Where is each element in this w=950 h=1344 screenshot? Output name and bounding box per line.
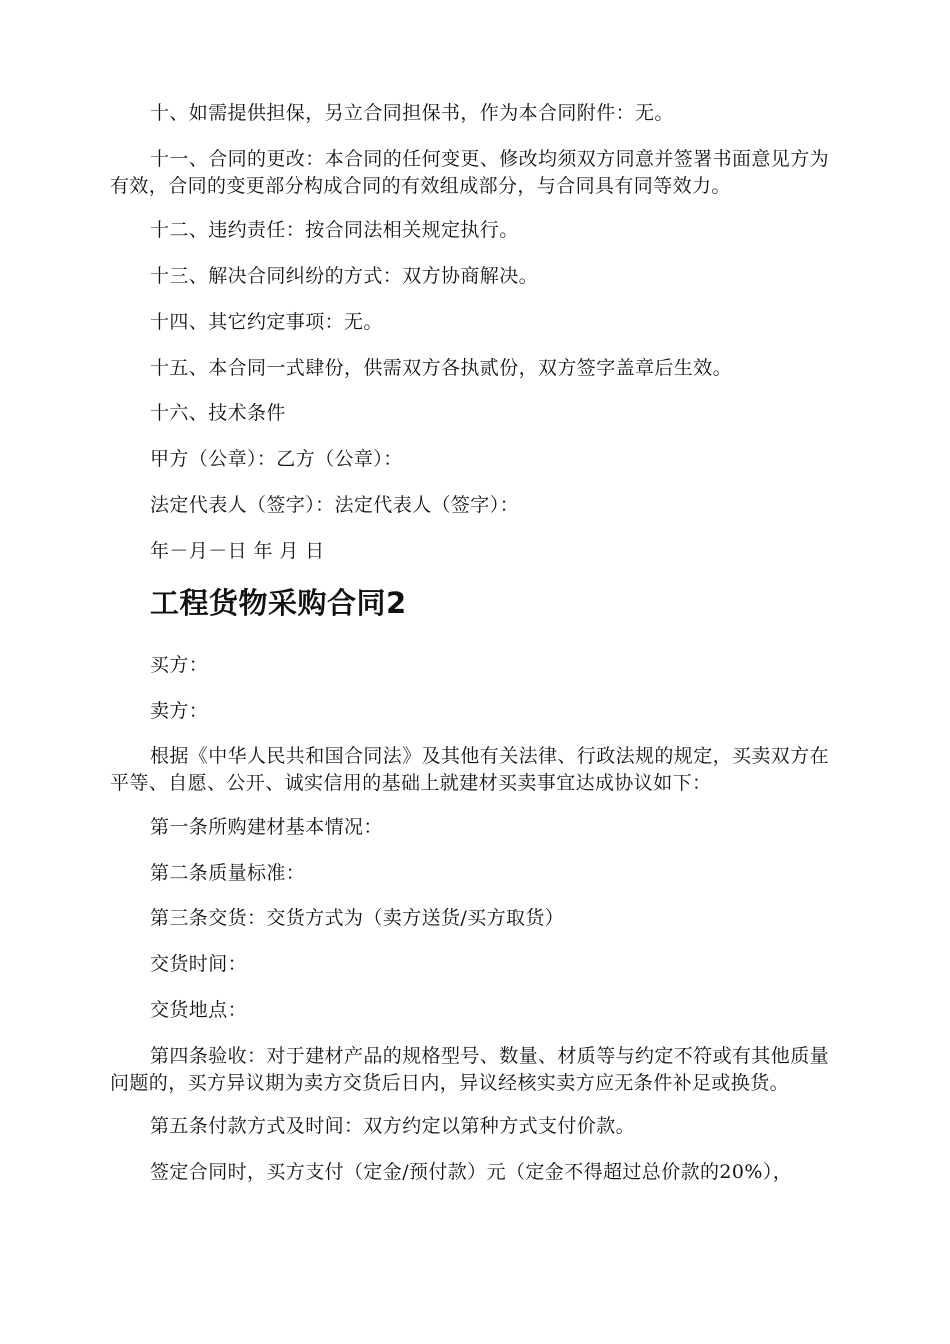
preamble: 根据《中华人民共和国合同法》及其他有关法律、行政法规的规定，买卖双方在平等、自愿、公开、诚实信用的基础上就建材买卖事宜达成协议如下： xyxy=(110,745,830,794)
clause-11-amendment: 十一、合同的更改：本合同的任何变更、修改均须双方同意并签署书面意见方为有效，合同的变更部分构成合同的有效组成部分，与合同具有同等效力。 xyxy=(110,148,830,197)
article-5: 第五条付款方式及时间：双方约定以第种方式支付价款。 xyxy=(150,1115,636,1137)
clause-14-other: 十四、其它约定事项：无。 xyxy=(150,311,383,333)
party-seals: 甲方（公章）：乙方（公章）： xyxy=(150,448,403,470)
payment-clause: 签定合同时，买方支付（定金/预付款）元（定金不得超过总价款的20%）， xyxy=(150,1161,793,1183)
article-1: 第一条所购建材基本情况： xyxy=(150,816,383,838)
delivery-time: 交货时间： xyxy=(150,953,248,975)
article-2: 第二条质量标准： xyxy=(150,862,306,884)
article-4: 第四条验收：对于建材产品的规格型号、数量、材质等与约定不符或有其他质量问题的，买方异议期为卖方交货后日内，异议经核实卖方应无条件补足或换货。 xyxy=(110,1045,830,1094)
clause-13-dispute: 十三、解决合同纠纷的方式：双方协商解决。 xyxy=(150,265,539,287)
signature-date: 年－月－日 年 月 日 xyxy=(150,540,325,562)
clause-12-liability: 十二、违约责任：按合同法相关规定执行。 xyxy=(150,219,519,241)
article-3: 第三条交货：交货方式为（卖方送货/买方取货） xyxy=(150,907,565,929)
legal-representatives: 法定代表人（签字）：法定代表人（签字）： xyxy=(150,494,520,516)
seller-line: 卖方： xyxy=(150,700,209,722)
clause-10-guarantee: 十、如需提供担保，另立合同担保书，作为本合同附件：无。 xyxy=(150,102,674,124)
buyer-line: 买方： xyxy=(150,654,209,676)
contract-title: 工程货物采购合同2 xyxy=(150,586,407,620)
clause-16-technical: 十六、技术条件 xyxy=(150,402,286,424)
clause-15-copies: 十五、本合同一式肆份，供需双方各执贰份，双方签字盖章后生效。 xyxy=(150,357,733,379)
delivery-place: 交货地点： xyxy=(150,999,248,1021)
